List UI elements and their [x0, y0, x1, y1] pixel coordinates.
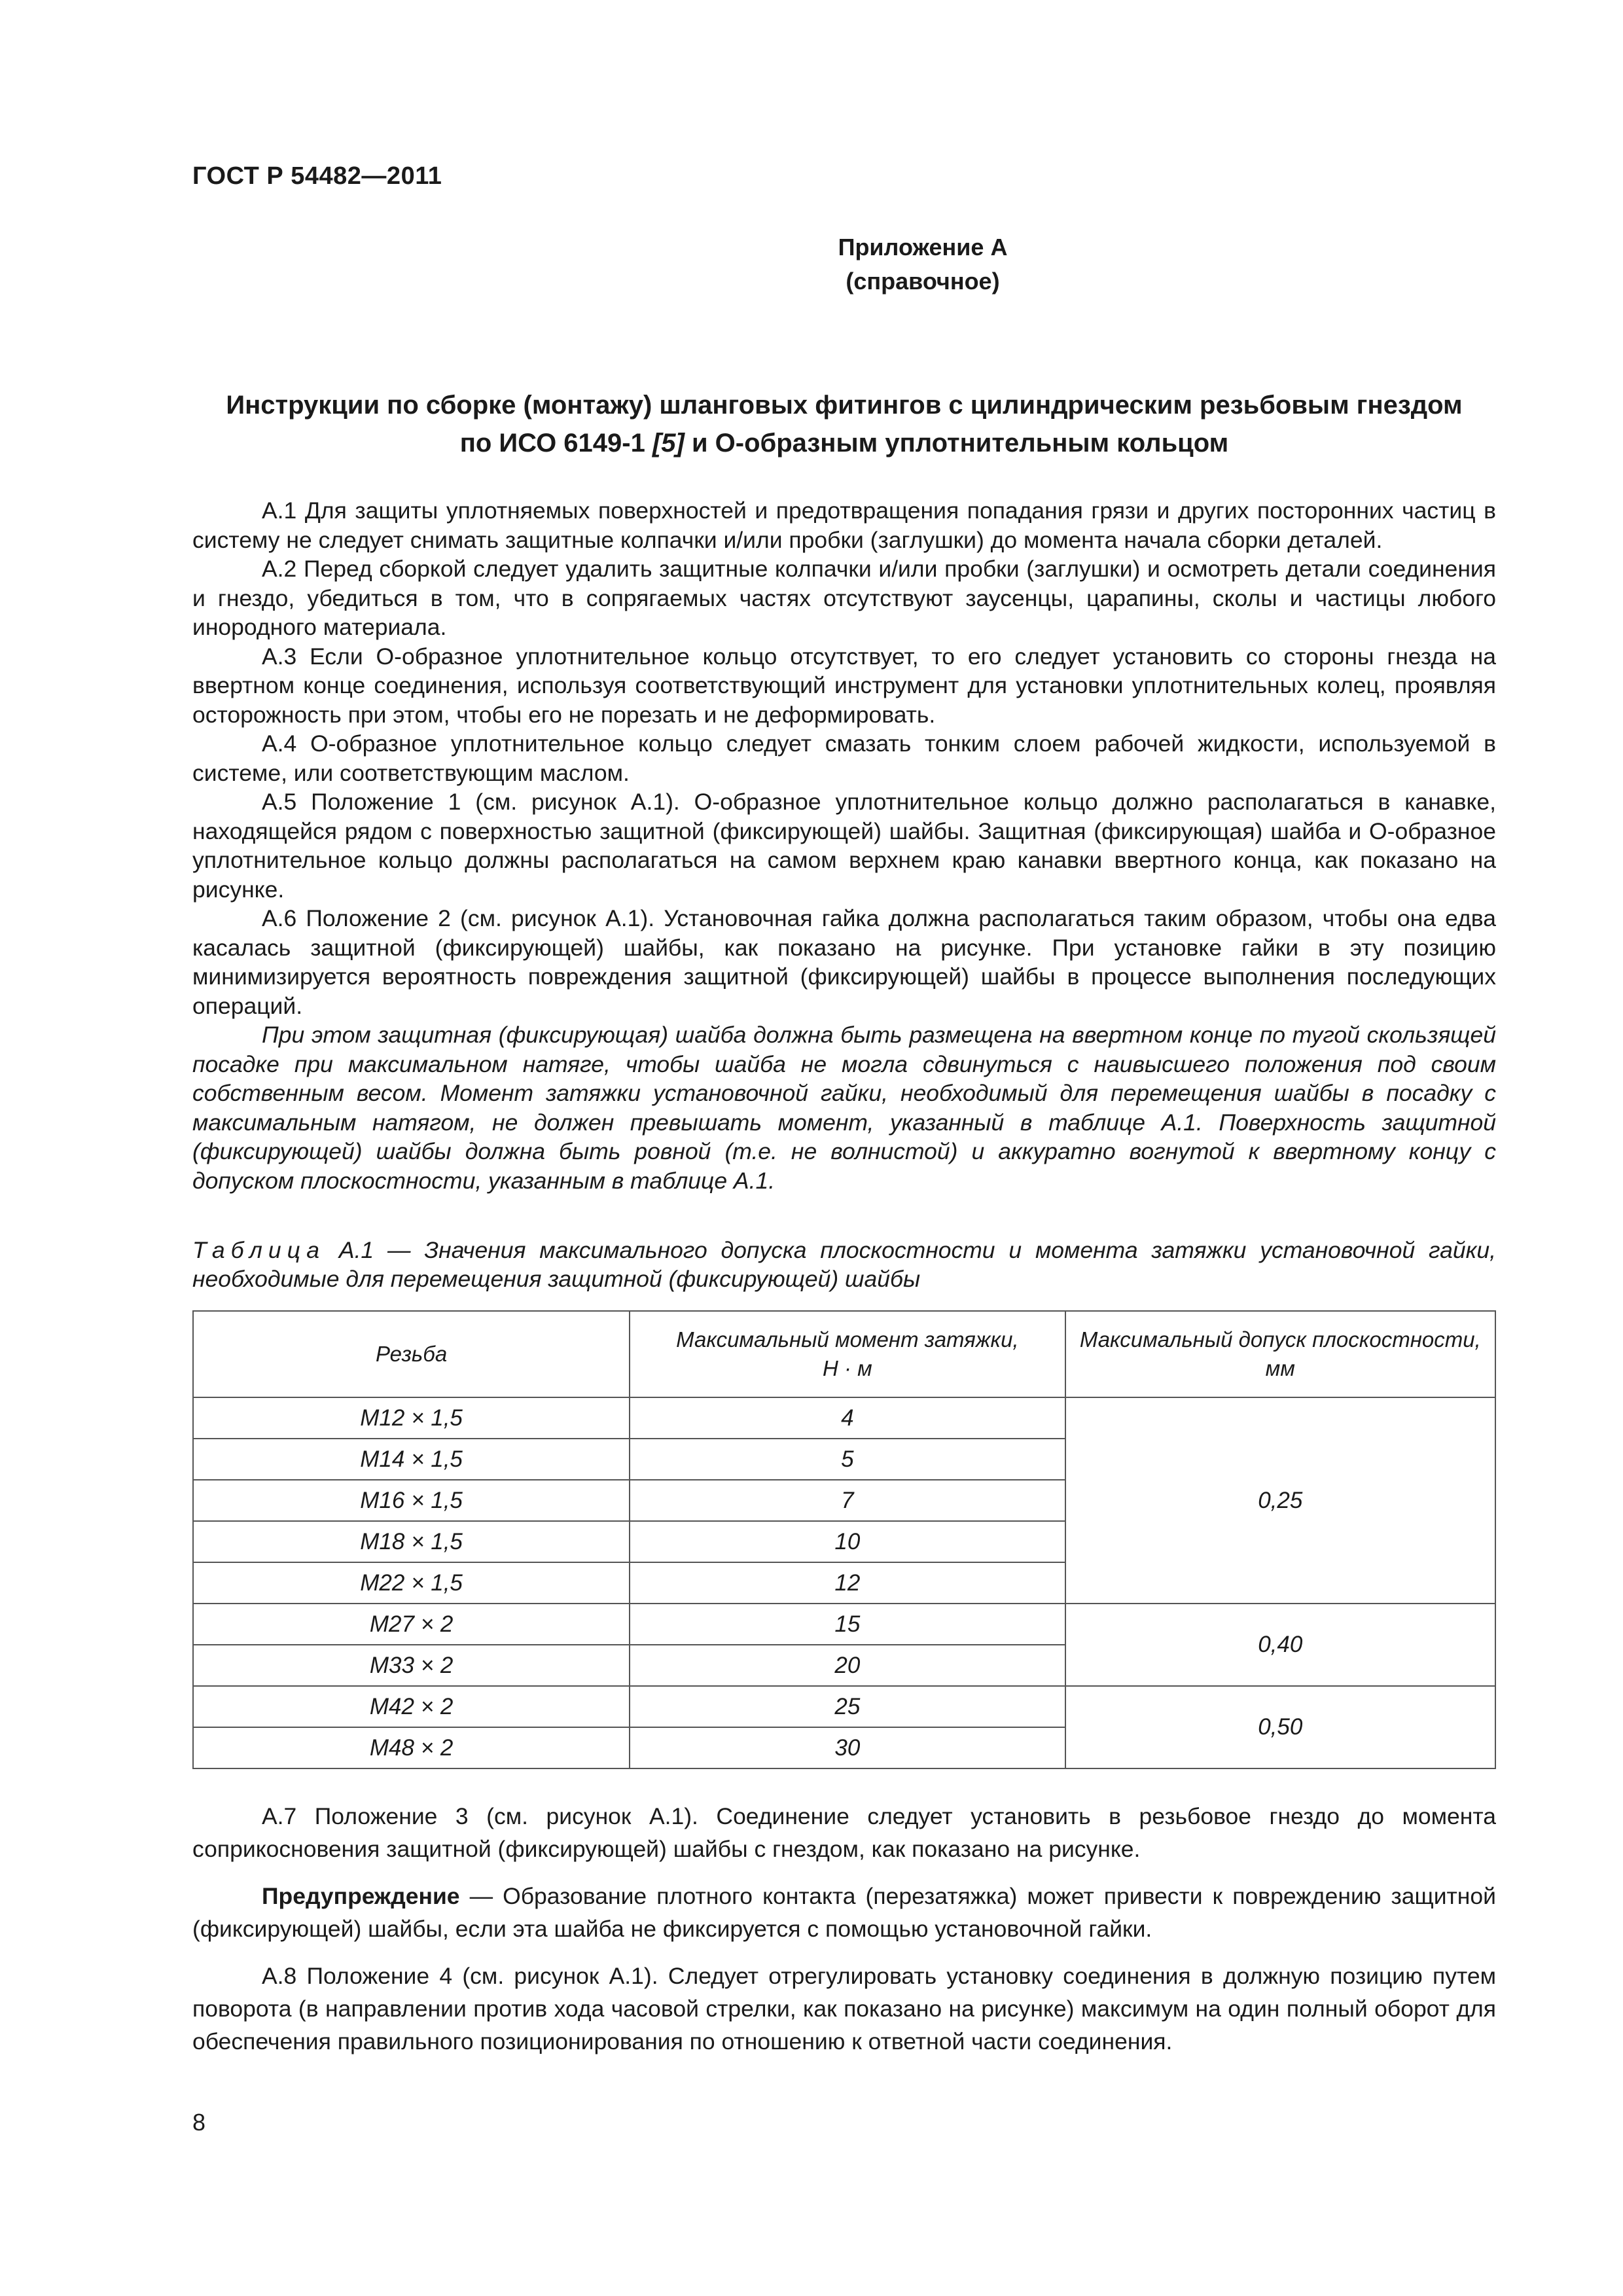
paragraph-note-italic: При этом защитная (фиксирующая) шайба должна быть размещена на ввертном конце по тугой скользящей посадке при максимальном натяге, чтобы шайба не могла сдвинуться с наивысшего положения под своим собственным весом. Момент затяжки установочной гайки, необходимый для перемещения шайбы в посадку с максимальным натягом, не должен превышать момент, указанный в таблице А.1. Поверхность защитной (фиксирующей) шайбы должна быть ровной (т.е. не волнистой) и аккуратно вогнутой к ввертному концу с допуском плоскостности, указанным в таблице А.1.	[192, 1022, 1496, 1194]
header-torque-line-2: Н · м	[822, 1356, 872, 1380]
post-table-text	[192, 1800, 1496, 2058]
cell-torque: 20	[630, 1645, 1065, 1686]
tolerance-table	[192, 1310, 1496, 1769]
body-text	[192, 496, 1496, 1195]
table-caption-text: А.1 — Значения максимального допуска плоскостности и момента затяжки установочной гайки, необходимые для перемещения защитной (фиксирующей) шайбы	[192, 1237, 1496, 1292]
appendix-label: Приложение А	[838, 234, 1008, 260]
cell-thread: M42 × 2	[193, 1686, 630, 1727]
table-row	[193, 1397, 1495, 1439]
header-tolerance-line-1: Максимальный допуск плоскостности,	[1079, 1327, 1481, 1352]
paragraph-a1: А.1 Для защиты уплотняемых поверхностей и предотвращения попадания грязи и других посторонних частиц в систему не следует снимать защитные колпачки и/или пробки (заглушки) до момента начала сборки деталей.	[192, 497, 1496, 553]
paragraph-a6: А.6 Положение 2 (см. рисунок А.1). Установочная гайка должна располагаться таким образом, чтобы она едва касалась защитной (фиксирующей) шайбы, как показано на рисунке. При установке гайки в эту позицию минимизируется вероятность повреждения защитной (фиксирующей) шайбы в процессе выполнения последующих операций.	[192, 905, 1496, 1019]
header-thread-label: Резьба	[375, 1342, 448, 1366]
cell-torque: 10	[630, 1521, 1065, 1562]
cell-thread: M27 × 2	[193, 1604, 630, 1645]
header-tolerance-line-2: мм	[1265, 1356, 1295, 1380]
cell-torque: 15	[630, 1604, 1065, 1645]
cell-tolerance: 0,40	[1065, 1604, 1495, 1686]
paragraph-a2: А.2 Перед сборкой следует удалить защитные колпачки и/или пробки (заглушки) и осмотреть детали соединения и гнездо, убедиться в том, что в сопрягаемых частях отсутствуют заусенцы, царапины, сколы и частицы любого инородного материала.	[192, 556, 1496, 640]
cell-torque: 25	[630, 1686, 1065, 1727]
header-thread	[193, 1311, 630, 1397]
table-row	[193, 1686, 1495, 1727]
paragraph-a7: А.7 Положение 3 (см. рисунок А.1). Соединение следует установить в резьбовое гнездо до момента соприкосновения защитной (фиксирующей) шайбы с гнездом, как показано на рисунке.	[192, 1803, 1496, 1862]
title-line-2-start: по ИСО 6149-1	[459, 429, 652, 457]
paragraph-a8: А.8 Положение 4 (см. рисунок А.1). Следует отрегулировать установку соединения в должную позицию путем поворота (в направлении против хода часовой стрелки, как показано на рисунке) максимум на один полный оборот для обеспечения правильного позиционирования по отношению к ответной части соединения.	[192, 1963, 1496, 2054]
title-line-1: Инструкции по сборке (монтажу) шланговых фитингов с цилиндрическим резьбовым гнездом	[226, 391, 1463, 420]
header-torque-line-1: Максимальный момент затяжки,	[676, 1327, 1019, 1352]
appendix-heading	[0, 230, 1623, 298]
cell-thread: M16 × 1,5	[193, 1480, 630, 1521]
warning-paragraph	[192, 1880, 1496, 1945]
cell-torque: 4	[630, 1397, 1065, 1439]
cell-thread: M22 × 1,5	[193, 1562, 630, 1604]
cell-thread: M33 × 2	[193, 1645, 630, 1686]
page-number: 8	[192, 2109, 206, 2136]
document-code: ГОСТ Р 54482—2011	[192, 162, 442, 190]
cell-tolerance: 0,25	[1065, 1397, 1495, 1604]
cell-thread: M48 × 2	[193, 1727, 630, 1768]
table-caption-label: Таблица	[192, 1237, 326, 1263]
title-line-2-end: и О-образным уплотнительным кольцом	[684, 429, 1229, 457]
paragraph-a5: А.5 Положение 1 (см. рисунок А.1). О-образное уплотнительное кольцо должно располагаться в канавке, находящейся рядом с поверхностью защитной (фиксирующей) шайбы. Защитная (фиксирующая) шайба и О-образное уплотнительное кольцо должны располагаться на самом верхнем краю канавки ввертного конца, как показано на рисунке.	[192, 789, 1496, 903]
document-title	[192, 386, 1496, 462]
paragraph-a4: А.4 О-образное уплотнительное кольцо следует смазать тонким слоем рабочей жидкости, используемой в системе, или соответствующим маслом.	[192, 730, 1496, 786]
table-row	[193, 1604, 1495, 1645]
warning-text: — Образование плотного контакта (перезатяжка) может привести к повреждению защитной (фиксирующей) шайбы, если эта шайба не фиксируется с помощью установочной гайки.	[192, 1883, 1496, 1942]
cell-thread: M14 × 1,5	[193, 1439, 630, 1480]
appendix-type: (справочное)	[846, 268, 1000, 295]
title-line-2	[192, 424, 1496, 462]
cell-torque: 7	[630, 1480, 1065, 1521]
cell-torque: 5	[630, 1439, 1065, 1480]
title-reference: [5]	[652, 429, 685, 457]
header-torque	[630, 1311, 1065, 1397]
cell-torque: 30	[630, 1727, 1065, 1768]
paragraph-a3: А.3 Если О-образное уплотнительное кольцо отсутствует, то его следует установить со стороны гнезда на ввертном конце соединения, используя соответствующий инструмент для установки уплотнительных колец, проявляя осторожность при этом, чтобы его не порезать и не деформировать.	[192, 643, 1496, 728]
table-caption	[192, 1236, 1496, 1293]
cell-thread: M18 × 1,5	[193, 1521, 630, 1562]
table-header-row	[193, 1311, 1495, 1397]
cell-tolerance: 0,50	[1065, 1686, 1495, 1768]
cell-torque: 12	[630, 1562, 1065, 1604]
warning-label: Предупреждение	[262, 1883, 460, 1909]
header-tolerance	[1065, 1311, 1495, 1397]
cell-thread: M12 × 1,5	[193, 1397, 630, 1439]
